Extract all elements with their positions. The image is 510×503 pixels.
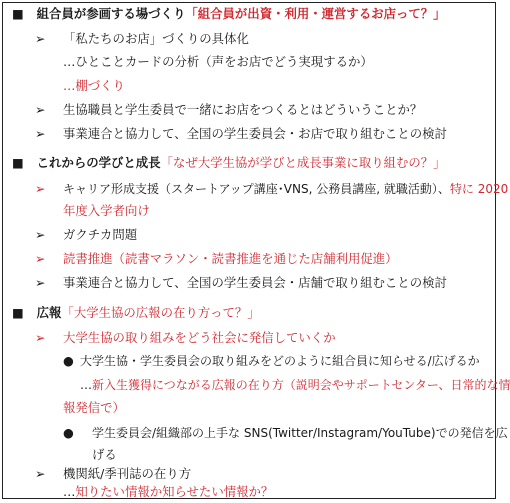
list-item [35, 31, 45, 47]
square-bullet-icon: ■ [12, 155, 24, 170]
list-item [35, 227, 45, 243]
list-item-text: 「私たちのお店」づくりの具体化 [63, 31, 249, 46]
arrow-bullet-icon: ➢ [35, 466, 46, 481]
list-item-text: 大学生協・学生委員会の取り組みをどのように組合員に知らせる/広げるか [80, 354, 480, 368]
list-item-text: 読書推進（読書マラソン・読書推進を通じた店舗利用促進） [63, 251, 398, 266]
list-item-text: …新入生獲得につながる広報の在り方（説明会やサポートセンター、日常的な情 [80, 378, 510, 392]
list-item-text: 機関紙/季刊誌の在り方 [63, 466, 192, 481]
list-item [63, 425, 74, 441]
arrow-bullet-icon: ➢ [35, 181, 46, 196]
list-item [35, 330, 45, 346]
arrow-bullet-icon: ➢ [35, 275, 46, 290]
section-heading-learning: ■ これからの学びと成長「なぜ大学生協が学びと成長事業に取り組むの？」 [12, 155, 446, 170]
list-item-text: 事業連合と協力して、全国の学生委員会・お店で取り組むことの検討 [63, 126, 447, 141]
list-item [35, 181, 45, 197]
arrow-bullet-icon: ➢ [35, 330, 46, 345]
square-bullet-icon: ■ [12, 305, 24, 320]
dot-bullet-icon: ● [63, 425, 74, 440]
arrow-bullet-icon: ➢ [35, 102, 46, 117]
square-bullet-icon: ■ [12, 6, 24, 21]
list-item-text: 年度入学者向け [63, 203, 150, 218]
dot-bullet-icon: ● [63, 353, 74, 368]
list-item-text: …ひとことカードの分析（声をお店でどう実現するか） [63, 54, 373, 69]
list-item-text: 事業連合と協力して、全国の学生委員会・店舗で取り組むことの検討 [63, 275, 447, 290]
arrow-bullet-icon: ➢ [35, 126, 46, 141]
list-item-text: げる [92, 447, 117, 462]
list-item [63, 353, 74, 369]
section-heading-publicity: ■ 広報「大学生協の広報の在り方って？」 [12, 305, 260, 320]
section-heading-participation: ■ 組合員が参画する場づくり「組合員が出資・利用・運営するお店って？」 [12, 6, 446, 21]
arrow-bullet-icon: ➢ [35, 31, 46, 46]
list-item-text: キャリア形成支援（スタートアップ講座･VNS, 公務員講座, 就職活動）、特に 2020 [63, 182, 509, 196]
list-item-text: …知りたい情報か知らせたい情報か？ [63, 484, 274, 499]
list-item-text: 報発信で） [63, 400, 125, 415]
list-item [35, 251, 45, 267]
list-item [35, 275, 45, 291]
list-item-text: ガクチカ問題 [63, 227, 138, 242]
arrow-bullet-icon: ➢ [35, 227, 46, 242]
list-item [35, 102, 45, 118]
list-item-text: 大学生協の取り組みをどう社会に発信していくか [63, 330, 336, 345]
arrow-bullet-icon: ➢ [35, 251, 46, 266]
list-item [35, 126, 45, 142]
list-item-text: 生協職員と学生委員で一緒にお店をつくるとはどういうことか？ [63, 102, 423, 117]
list-item-text: 学生委員会/組織部の上手な SNS(Twitter/Instagram/YouTube)での発信を広 [92, 426, 508, 440]
list-item [35, 466, 45, 482]
list-item-text: …棚づくり [63, 78, 125, 93]
